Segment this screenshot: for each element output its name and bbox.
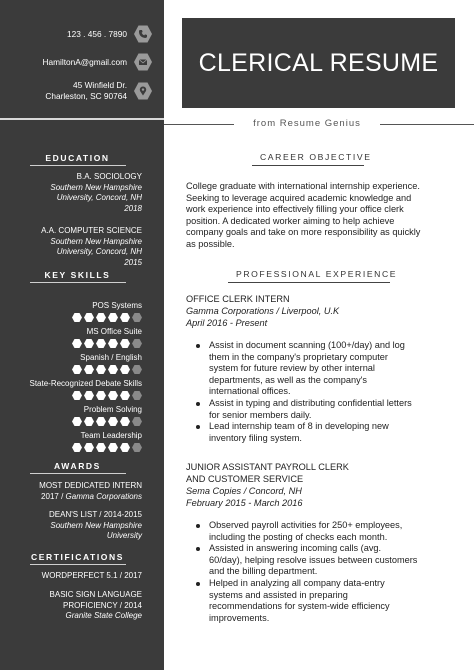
bullet-line: system for future review by other internal	[209, 363, 375, 374]
address	[45, 80, 127, 102]
rating-hexagon-filled	[108, 313, 118, 322]
rating-hexagon-empty	[132, 339, 142, 348]
bullet-line: international offices.	[209, 386, 291, 397]
skills-rule	[30, 282, 126, 283]
rating-hexagon-filled	[72, 417, 82, 426]
award-title: MOST DEDICATED INTERN	[39, 481, 142, 490]
rating-hexagon-filled	[96, 417, 106, 426]
rating-hexagon-filled	[120, 339, 130, 348]
certification-title-line-2: PROFICIENCY / 2014	[63, 600, 142, 610]
rating-hexagon-filled	[108, 417, 118, 426]
envelope-icon	[134, 53, 152, 71]
rating-hexagon-filled	[96, 365, 106, 374]
award-org: Gamma Corporations	[65, 491, 142, 501]
rating-hexagon-filled	[96, 391, 106, 400]
rating-hexagon-filled	[72, 313, 82, 322]
job-dates: April 2016 - Present	[186, 318, 268, 328]
rating-hexagon-filled	[84, 417, 94, 426]
rating-hexagon-filled	[108, 339, 118, 348]
bullet-line: departments, as well as the company's	[209, 374, 368, 385]
rating-hexagon-empty	[132, 443, 142, 452]
certifications-heading: CERTIFICATIONS	[30, 552, 125, 562]
phone-number: 123 . 456 . 7890	[67, 28, 127, 39]
bullet-line: Helped in analyzing all company data-entry	[209, 577, 385, 588]
rating-hexagon-empty	[132, 313, 142, 322]
certification-item	[42, 571, 142, 582]
objective-heading: CAREER OBJECTIVE	[260, 152, 372, 162]
school: Southern New Hampshire	[50, 236, 142, 246]
bullet-line: Assisted in answering incoming calls (avg.	[209, 543, 382, 554]
bullet-line: systems and assisted in preparing	[209, 589, 348, 600]
degree: A.A. COMPUTER SCIENCE	[41, 226, 142, 235]
rating-hexagon-filled	[120, 417, 130, 426]
rating-hexagon-filled	[120, 365, 130, 374]
rating-hexagon-filled	[84, 339, 94, 348]
address-line-2: Charleston, SC 90764	[45, 91, 127, 101]
skill-item	[0, 379, 142, 400]
bullet-line: recommendations for system-wide efficiency	[209, 601, 390, 612]
education-heading: EDUCATION	[45, 153, 110, 163]
job-company: Gamma Corporations / Liverpool, U.K	[186, 306, 340, 316]
contact-phone	[67, 25, 152, 43]
experience-rule	[228, 282, 390, 283]
bullet-item	[196, 578, 458, 624]
resume-title: CLERICAL RESUME	[198, 48, 439, 77]
subtitle-rule-left	[164, 124, 234, 125]
title-banner	[182, 18, 455, 108]
job-dates: February 2015 - March 2016	[186, 498, 303, 508]
skill-rating	[0, 365, 142, 374]
job-bullets	[196, 340, 458, 444]
rating-hexagon-filled	[84, 365, 94, 374]
certification-title: BASIC SIGN LANGUAGE	[49, 590, 142, 599]
rating-hexagon-empty	[132, 417, 142, 426]
rating-hexagon-filled	[72, 339, 82, 348]
education-item	[41, 226, 142, 268]
contact-address	[45, 80, 152, 102]
school-location: University, Concord, NH	[56, 193, 142, 202]
email-address[interactable]: HamiltonA@gmail.com	[42, 56, 127, 67]
skill-name: Problem Solving	[83, 405, 142, 414]
subtitle-rule-right	[380, 124, 474, 125]
sidebar	[0, 0, 164, 670]
certification-item	[50, 590, 142, 622]
rating-hexagon-filled	[108, 443, 118, 452]
rating-hexagon-filled	[120, 443, 130, 452]
awards-rule	[30, 473, 126, 474]
bullet-line: improvements.	[209, 612, 270, 623]
bullet-line: inventory filing system.	[209, 432, 302, 443]
location-pin-icon	[134, 82, 152, 100]
resume-subtitle: from Resume Genius	[253, 118, 361, 129]
award-year: 2017 /	[41, 491, 66, 501]
job-title-line-1: JUNIOR ASSISTANT PAYROLL CLERK	[186, 462, 349, 472]
graduation-year: 2018	[124, 203, 142, 213]
rating-hexagon-filled	[120, 391, 130, 400]
skill-item	[0, 353, 142, 374]
graduation-year: 2015	[124, 257, 142, 267]
objective-rule	[252, 165, 364, 166]
objective-line: Seeking to leverage acquired academic knowledge and	[186, 192, 412, 203]
bullet-item	[196, 543, 458, 578]
bullet-line: Assist in typing and distributing confidential letters	[209, 397, 412, 408]
rating-hexagon-filled	[72, 365, 82, 374]
awards-heading: AWARDS	[54, 461, 101, 471]
skill-item	[0, 327, 142, 348]
skill-rating	[0, 339, 142, 348]
education-rule	[30, 165, 126, 166]
school-location: University, Concord, NH	[56, 247, 142, 256]
rating-hexagon-filled	[84, 391, 94, 400]
rating-hexagon-filled	[120, 313, 130, 322]
award-item	[39, 481, 142, 502]
rating-hexagon-empty	[132, 391, 142, 400]
job-company: Sema Copies / Concord, NH	[186, 486, 302, 496]
job-bullets	[196, 520, 458, 624]
rating-hexagon-filled	[108, 391, 118, 400]
skill-rating	[0, 313, 142, 322]
skill-item	[0, 431, 142, 452]
experience-heading: PROFESSIONAL EXPERIENCE	[236, 269, 398, 279]
contact-email	[42, 53, 152, 71]
certification-issuer: Granite State College	[65, 611, 142, 620]
sidebar-divider	[0, 118, 164, 120]
rating-hexagon-filled	[72, 391, 82, 400]
award-org-line-2: University	[106, 531, 142, 540]
skill-name: Spanish / English	[80, 353, 142, 362]
bullet-item	[196, 340, 458, 398]
bullet-line: Lead internship team of 8 in developing new	[209, 421, 389, 432]
rating-hexagon-filled	[96, 443, 106, 452]
skill-name: MS Office Suite	[86, 327, 142, 336]
certifications-rule	[30, 564, 126, 565]
bullet-item	[196, 398, 458, 421]
job-title: OFFICE CLERK INTERN	[186, 294, 290, 304]
objective-line: as possible.	[186, 238, 235, 249]
rating-hexagon-filled	[84, 313, 94, 322]
job-title	[186, 462, 349, 485]
education-item	[50, 172, 142, 214]
objective-line: College graduate with international internship experience.	[186, 181, 420, 191]
certification-title: WORDPERFECT 5.1 / 2017	[41, 571, 142, 580]
skill-name: POS Systems	[92, 301, 142, 310]
skill-rating	[0, 443, 142, 452]
rating-hexagon-empty	[132, 365, 142, 374]
skill-name: State-Recognized Debate Skills	[29, 379, 142, 388]
job-title-line-2: AND CUSTOMER SERVICE	[186, 473, 304, 484]
skill-rating	[0, 417, 142, 426]
address-line-1: 45 Winfield Dr.	[73, 80, 127, 90]
bullet-line: 60/day), helping resolve issues between customers	[209, 554, 418, 565]
skills-heading: KEY SKILLS	[44, 270, 111, 280]
objective-line: company goals and take on more responsibility as quickly	[186, 227, 421, 238]
degree: B.A. SOCIOLOGY	[76, 172, 142, 181]
objective-line: position. A dedicated worker aiming to help achieve	[186, 215, 395, 226]
bullet-line: including the posting of checks each month.	[209, 531, 388, 542]
award-item	[49, 510, 142, 542]
rating-hexagon-filled	[96, 313, 106, 322]
bullet-line: for senior members daily.	[209, 409, 312, 420]
bullet-line: them in the company's proprietary computer	[209, 351, 388, 362]
rating-hexagon-filled	[72, 443, 82, 452]
skill-item	[0, 301, 142, 322]
objective-line: work experience into effectively filling your office clerk	[186, 204, 404, 215]
bullet-line: Observed payroll activities for 250+ employees,	[209, 520, 403, 530]
bullet-item	[196, 421, 458, 444]
skill-item	[0, 405, 142, 426]
rating-hexagon-filled	[96, 339, 106, 348]
bullet-line: and the billing department.	[209, 566, 318, 577]
award-title: DEAN'S LIST / 2014-2015	[49, 510, 142, 519]
skill-name: Team Leadership	[80, 431, 142, 440]
rating-hexagon-filled	[108, 365, 118, 374]
school: Southern New Hampshire	[50, 182, 142, 192]
bullet-line: Assist in document scanning (100+/day) and log	[209, 340, 405, 350]
rating-hexagon-filled	[84, 443, 94, 452]
objective-text	[186, 181, 454, 251]
phone-icon	[134, 25, 152, 43]
award-org: Southern New Hampshire	[50, 520, 142, 530]
bullet-item	[196, 520, 458, 543]
skill-rating	[0, 391, 142, 400]
